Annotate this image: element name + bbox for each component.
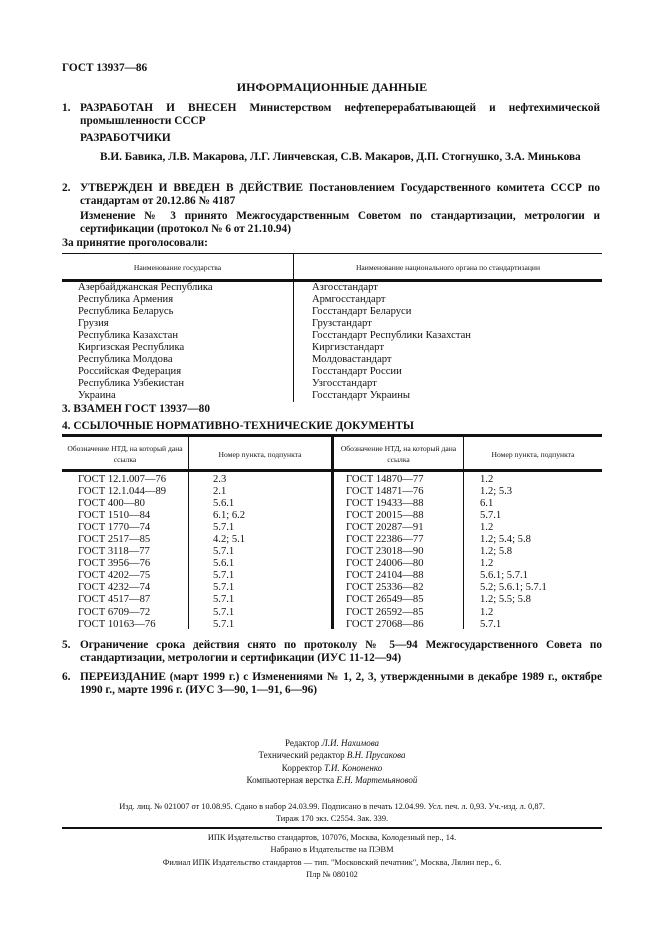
- table-row: [62, 619, 602, 631]
- publisher-line: Плр № 080102: [306, 869, 358, 879]
- clause-number: 5.6.1: [213, 558, 235, 570]
- document-code: ГОСТ 13937—86: [62, 62, 148, 74]
- credit-role: Корректор: [281, 762, 322, 773]
- references-table-body: [62, 474, 602, 631]
- table-row: [62, 546, 602, 558]
- document-designation: ГОСТ 3118—77: [78, 546, 150, 558]
- clause-number: 5.7.1: [213, 594, 235, 606]
- clause-number: 1.2; 5.3: [480, 486, 513, 498]
- clause-number: 5.7.1: [213, 618, 235, 630]
- publisher-info: [40, 832, 624, 881]
- state-name: Республика Армения: [78, 294, 174, 306]
- table-row: [62, 570, 602, 582]
- document-designation: ГОСТ 14871—76: [346, 486, 424, 498]
- table-row: [62, 582, 602, 594]
- standards-body: Госстандарт Украины: [312, 390, 410, 402]
- item-text: Постановлением Государственного комитета СССР по стандартам от 20.12.86 № 4187: [80, 182, 600, 207]
- imprint: [40, 801, 624, 825]
- column-header: Наименование государства: [133, 263, 222, 272]
- column-header: Обозначение НТД, на который дана ссылка: [340, 444, 457, 464]
- item-number: 4.: [62, 420, 71, 432]
- credit-name: В.Н. Прусакова: [346, 750, 406, 761]
- document-designation: ГОСТ 20015—88: [346, 510, 424, 522]
- document-designation: ГОСТ 19433—88: [346, 498, 424, 510]
- credit-role: Компьютерная верстка: [246, 774, 335, 785]
- document-designation: ГОСТ 4202—75: [78, 570, 151, 582]
- column-header: Обозначение НТД, на который дана ссылка: [67, 444, 183, 464]
- clause-number: 2.3: [213, 474, 227, 485]
- table-row: [62, 306, 602, 318]
- clause-number: 5.7.1: [480, 618, 502, 630]
- document-designation: ГОСТ 12.1.007—76: [78, 474, 167, 485]
- clause-number: 5.6.1: [213, 498, 235, 510]
- standards-body: Грузстандарт: [312, 318, 372, 330]
- credits: [62, 737, 602, 786]
- table-row: [62, 594, 602, 606]
- vote-label: За принятие проголосовали:: [62, 237, 208, 249]
- clause-number: 1.2: [480, 606, 494, 618]
- state-name: Азербайджанская Республика: [78, 282, 213, 293]
- table-row: [62, 474, 602, 486]
- state-name: Киргизская Республика: [78, 342, 185, 354]
- state-name: Грузия: [78, 318, 109, 330]
- clause-number: 4.2; 5.1: [213, 534, 246, 546]
- standards-body: Узгосстандарт: [312, 378, 377, 390]
- developers-list: В.И. Бавика, Л.В. Макарова, Л.Г. Линчевская, С.В. Макаров, Д.П. Стогнушко, З.А. Минькова: [100, 151, 581, 163]
- standards-body: Госстандарт Республики Казахстан: [312, 330, 471, 342]
- document-designation: ГОСТ 22386—77: [346, 534, 424, 546]
- column-header: Наименование национального органа по стандартизации: [355, 263, 541, 272]
- document-designation: ГОСТ 24104—88: [346, 570, 424, 582]
- item-text: Министерством нефтеперерабатывающей и нефтехимической промышленности СССР: [80, 102, 600, 127]
- standards-body: Госстандарт Беларуси: [312, 306, 412, 318]
- clause-number: 5.7.1: [480, 510, 502, 522]
- document-designation: ГОСТ 23018—90: [346, 546, 424, 558]
- table-row: [62, 390, 602, 402]
- publisher-line: Набрано в Издательстве на ПЭВМ: [270, 845, 394, 855]
- clause-number: 2.1: [213, 486, 227, 498]
- clause-number: 5.7.1: [213, 546, 235, 558]
- item-text: ССЫЛОЧНЫЕ НОРМАТИВНО-ТЕХНИЧЕСКИЕ ДОКУМЕНТЫ: [73, 420, 415, 432]
- clause-number: 1.2; 5.5; 5.8: [480, 594, 531, 606]
- item-number: 3.: [62, 403, 71, 415]
- credit-line: [62, 737, 602, 749]
- standards-body: Азгосстандарт: [312, 282, 378, 293]
- state-name: Республика Молдова: [78, 354, 173, 366]
- state-name: Республика Узбекистан: [78, 378, 185, 390]
- table-row: [62, 354, 602, 366]
- table-row: [62, 294, 602, 306]
- document-designation: ГОСТ 12.1.044—89: [78, 486, 167, 498]
- table-row: [62, 522, 602, 534]
- document-designation: ГОСТ 4232—74: [78, 582, 151, 594]
- publisher-line: ИПК Издательство стандартов, 107076, Москва, Колодезный пер., 14.: [207, 833, 457, 842]
- document-designation: ГОСТ 25336—82: [346, 582, 424, 594]
- imprint-line: Тираж 170 экз. С2554. Зак. 339.: [275, 814, 389, 823]
- document-designation: ГОСТ 24006—80: [346, 558, 424, 570]
- item-lead: РАЗРАБОТАН И ВНЕСЕН: [80, 102, 237, 114]
- document-designation: ГОСТ 14870—77: [346, 474, 424, 485]
- page-heading: ИНФОРМАЦИОННЫЕ ДАННЫЕ: [236, 80, 428, 94]
- table-row: [62, 534, 602, 546]
- document-designation: ГОСТ 26592—85: [346, 606, 424, 618]
- credit-name: Е.Н. Мартемьяновой: [336, 774, 418, 785]
- item-text: ВЗАМЕН ГОСТ 13937—80: [73, 403, 210, 415]
- standards-body: Госстандарт России: [312, 366, 402, 378]
- credit-role: Технический редактор: [258, 750, 345, 761]
- state-name: Республика Казахстан: [78, 330, 179, 342]
- credit-name: Т.И. Кононенко: [324, 762, 383, 773]
- document-designation: ГОСТ 3956—76: [78, 558, 151, 570]
- table-row: [62, 607, 602, 619]
- document-designation: ГОСТ 20287—91: [346, 522, 424, 534]
- imprint-rule: [62, 827, 602, 829]
- change-note: Изменение № 3 принято Межгосударственным Советом по стандартизации, метрологии и сертификации (протокол № 6 от 21.10.94): [80, 210, 600, 235]
- table-row: [62, 558, 602, 570]
- column-header: Номер пункта, подпункта: [491, 450, 575, 459]
- item-2: [80, 182, 600, 207]
- table-row: [62, 342, 602, 354]
- clause-number: 5.7.1: [213, 570, 235, 582]
- publisher-line: Филиал ИПК Издательство стандартов — тип. "Московский печатник", Москва, Лялин пер., 6.: [162, 857, 502, 867]
- document-designation: ГОСТ 27068—86: [346, 618, 424, 630]
- item-5: Ограничение срока действия снято по протоколу № 5—94 Межгосударственного Совета по стандартизации, метрологии и сертификации (ИУС 11-12—94): [80, 639, 602, 664]
- item-number: 6.: [62, 671, 71, 683]
- standards-body: Армгосстандарт: [312, 294, 386, 306]
- clause-number: 5.7.1: [213, 522, 235, 534]
- clause-number: 6.1: [480, 498, 494, 510]
- item-number: 1.: [62, 102, 71, 114]
- table-row: [62, 510, 602, 522]
- item-lead: УТВЕРЖДЕН И ВВЕДЕН В ДЕЙСТВИЕ: [80, 182, 304, 194]
- state-name: Украина: [78, 390, 116, 402]
- standards-body: Киргизстандарт: [312, 342, 384, 354]
- item-6: ПЕРЕИЗДАНИЕ (март 1999 г.) с Изменениями № 1, 2, 3, утвержденными в декабре 1989 г., октябре 1990 г., марте 1996 г. (ИУС 3—90, 1—91, 6—96): [80, 671, 602, 696]
- table-row: [62, 378, 602, 390]
- standards-body: Молдовастандарт: [312, 354, 392, 366]
- document-designation: ГОСТ 1510—84: [78, 510, 151, 522]
- developers-label: РАЗРАБОТЧИКИ: [80, 132, 171, 144]
- credit-name: Л.И. Нахимова: [321, 738, 380, 748]
- credit-line: [62, 762, 602, 774]
- document-designation: ГОСТ 1770—74: [78, 522, 151, 534]
- item-4: [62, 420, 414, 433]
- item-number: 2.: [62, 182, 71, 194]
- item-number: 5.: [62, 639, 71, 651]
- credit-role: Редактор: [284, 738, 320, 748]
- table-row: [62, 486, 602, 498]
- clause-number: 5.7.1: [213, 606, 235, 618]
- column-header: Номер пункта, подпункта: [218, 450, 302, 459]
- clause-number: 5.2; 5.6.1; 5.7.1: [480, 582, 547, 594]
- credit-line: [62, 749, 602, 761]
- document-designation: ГОСТ 6709—72: [78, 606, 151, 618]
- clause-number: 6.1; 6.2: [213, 510, 246, 522]
- document-designation: ГОСТ 26549—85: [346, 594, 424, 606]
- clause-number: 1.2: [480, 474, 494, 485]
- table-row: [62, 282, 602, 294]
- item-1: [80, 102, 600, 127]
- state-name: Российская Федерация: [78, 366, 182, 378]
- clause-number: 1.2; 5.4; 5.8: [480, 534, 531, 546]
- table-row: [62, 498, 602, 510]
- header-rule: [62, 469, 602, 472]
- document-designation: ГОСТ 400—80: [78, 498, 145, 510]
- document-designation: ГОСТ 10163—76: [78, 618, 156, 630]
- document-designation: ГОСТ 4517—87: [78, 594, 151, 606]
- clause-number: 1.2: [480, 522, 494, 534]
- state-name: Республика Беларусь: [78, 306, 174, 318]
- document-designation: ГОСТ 2517—85: [78, 534, 151, 546]
- vote-table-body: [62, 282, 602, 402]
- clause-number: 5.7.1: [213, 582, 235, 594]
- table-border: [62, 253, 602, 254]
- table-row: [62, 318, 602, 330]
- clause-number: 1.2: [480, 558, 494, 570]
- table-row: [62, 366, 602, 378]
- table-row: [62, 330, 602, 342]
- imprint-line: Изд. лиц. № 021007 от 10.08.95. Сдано в набор 24.03.99. Подписано в печать 12.04.99. Усл. печ. л. 0,93. Уч.-изд. л. 0,87.: [119, 802, 545, 811]
- clause-number: 1.2; 5.8: [480, 546, 513, 558]
- item-3: [62, 403, 210, 416]
- clause-number: 5.6.1; 5.7.1: [480, 570, 528, 582]
- credit-line: [62, 774, 602, 786]
